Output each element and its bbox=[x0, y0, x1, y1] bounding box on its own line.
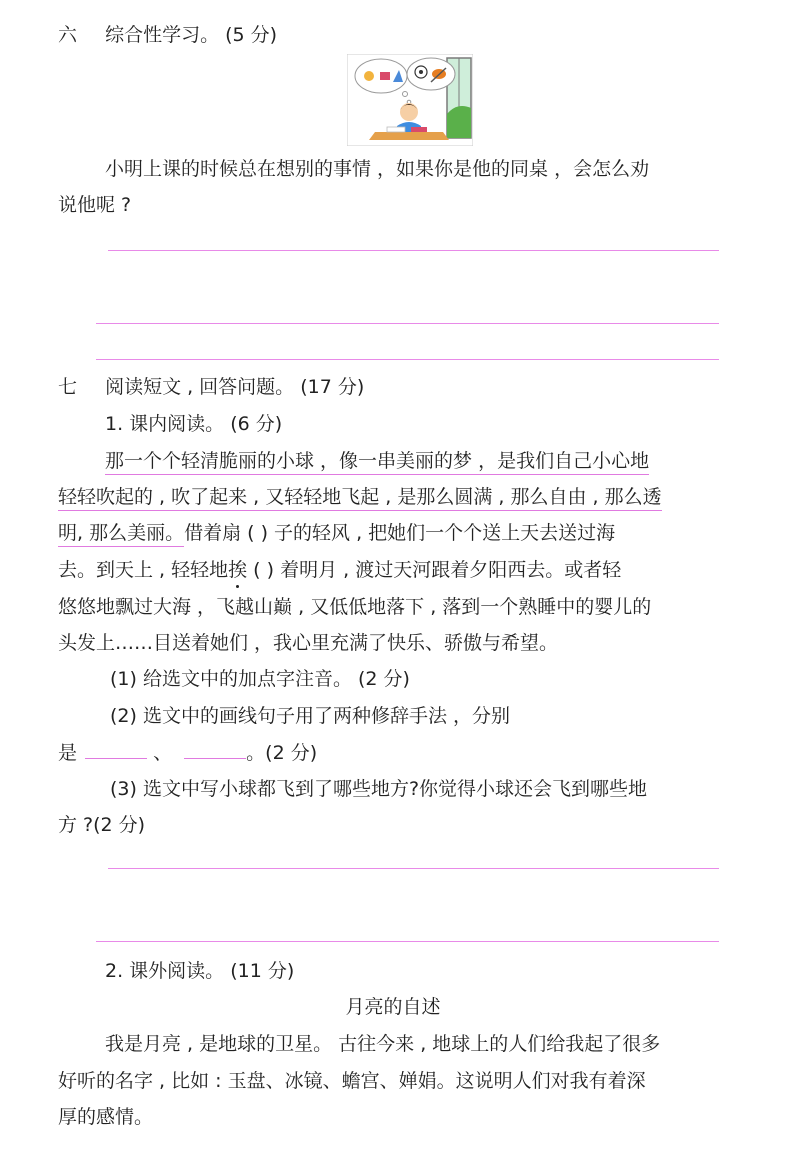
underlined-sentence: 那一个个轻清脆丽的小球 ，像一串美丽的梦 ，是我们自己小心地 bbox=[105, 450, 649, 475]
question-3: (3) 选文中写小球都飞到了哪些地方?你觉得小球还会飞到哪些地 bbox=[110, 778, 648, 800]
section7-heading bbox=[58, 374, 364, 400]
fill-blank-2[interactable] bbox=[184, 740, 246, 759]
question-3-cont: 方 ?(2 分) bbox=[58, 814, 146, 836]
section6-question-line2: 说他呢 ? bbox=[58, 194, 132, 216]
section6-heading bbox=[58, 22, 277, 48]
blank-separator: 、 bbox=[153, 742, 173, 764]
passage-line bbox=[58, 484, 662, 510]
passage-text: ( ) 着明月 , 渡过天河跟着夕阳西去。或者轻 bbox=[247, 559, 622, 581]
dotted-character: 挨 bbox=[228, 559, 248, 581]
section6-title: 综合性学习。 (5 分) bbox=[105, 24, 278, 46]
question-2-answer-row bbox=[58, 740, 317, 766]
article-title: 月亮的自述 bbox=[345, 996, 441, 1018]
question-2: (2) 选文中的画线句子用了两种修辞手法 ，分别 bbox=[110, 705, 510, 727]
fill-blank-1[interactable] bbox=[85, 740, 147, 759]
question-2-suffix: 。(2 分) bbox=[246, 742, 318, 764]
part1-title: 1. 课内阅读。 (6 分) bbox=[105, 413, 283, 435]
question-2-prefix: 是 bbox=[58, 742, 78, 764]
answer-line bbox=[96, 323, 719, 324]
section6-number: 六 bbox=[58, 24, 78, 46]
passage-line: 头发上……目送着她们 ，我心里充满了快乐、骄傲与希望。 bbox=[58, 632, 559, 654]
answer-line bbox=[96, 359, 719, 360]
passage-text: 借着扇 ( ) 子的轻风 , 把她们一个个送上天去送过海 bbox=[184, 522, 616, 544]
daydreaming-boy-illustration bbox=[347, 54, 473, 146]
answer-line bbox=[108, 868, 719, 869]
underlined-sentence: 轻轻吹起的 , 吹了起来 , 又轻轻地飞起 , 是那么圆满 , 那么自由 , 那么透 bbox=[58, 486, 662, 511]
passage-line: 悠悠地飘过大海 ，飞越山巅 , 又低低地落下 , 落到一个熟睡中的婴儿的 bbox=[58, 596, 652, 618]
article-line: 厚的感情。 bbox=[58, 1106, 154, 1128]
section7-title: 阅读短文 , 回答问题。 (17 分) bbox=[105, 376, 365, 398]
answer-line bbox=[108, 250, 719, 251]
passage-line bbox=[58, 520, 615, 546]
passage-text: 去。到天上 , 轻轻地 bbox=[58, 559, 229, 581]
underlined-sentence: 明, 那么美丽。 bbox=[58, 522, 184, 547]
article-line: 我是月亮 , 是地球的卫星。 古往今来 , 地球上的人们给我起了很多 bbox=[105, 1033, 661, 1055]
section6-question-line1: 小明上课的时候总在想别的事情 ，如果你是他的同桌 ，会怎么劝 bbox=[105, 158, 650, 180]
question-1: (1) 给选文中的加点字注音。 (2 分) bbox=[110, 668, 410, 690]
article-line: 好听的名字 , 比如 : 玉盘、冰镜、蟾宫、婵娟。这说明人们对我有着深 bbox=[58, 1070, 646, 1092]
section7-number: 七 bbox=[58, 376, 78, 398]
passage-line bbox=[58, 557, 621, 583]
answer-line bbox=[96, 941, 719, 942]
passage-line bbox=[105, 448, 649, 474]
part2-title: 2. 课外阅读。 (11 分) bbox=[105, 960, 295, 982]
